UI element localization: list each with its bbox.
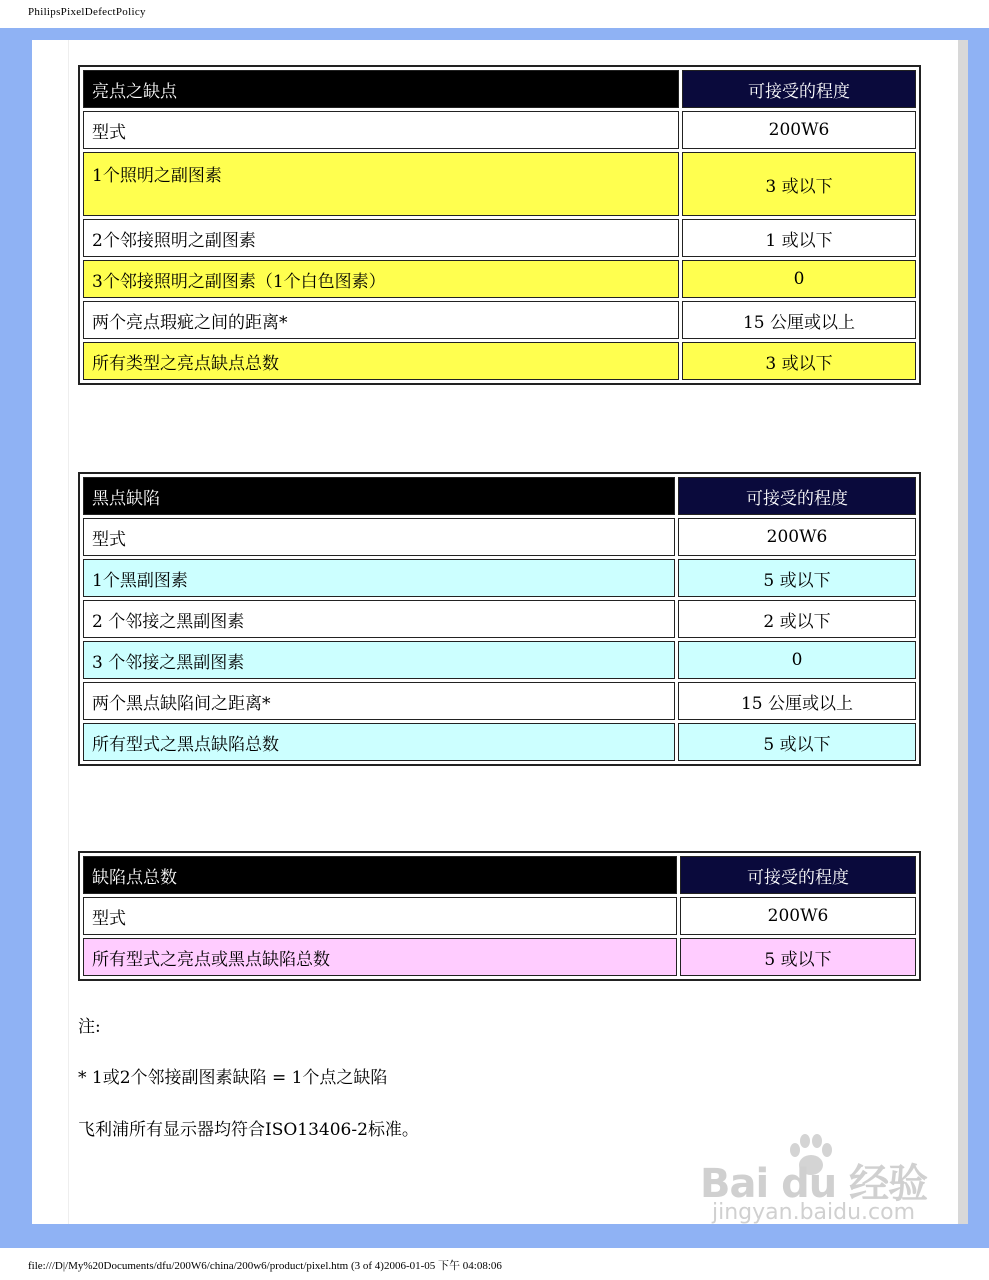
notes-footnote: * 1或2个邻接副图素缺陷 = 1个点之缺陷 [78, 1068, 388, 1088]
defect-label: 2个邻接照明之副图素 [83, 219, 679, 257]
baidu-watermark [700, 1132, 940, 1232]
table-row [83, 260, 916, 298]
header-defect-type: 缺陷点总数 [83, 856, 677, 894]
model-row [83, 518, 916, 556]
table-row [83, 723, 916, 761]
defect-value: 0 [682, 260, 916, 298]
table-row [83, 600, 916, 638]
watermark-url: jingyan.baidu.com [712, 1200, 916, 1225]
defect-label: 1个黑副图素 [83, 559, 675, 597]
table-header-row [83, 856, 916, 894]
defect-value: 5 或以下 [678, 723, 916, 761]
defect-label: 2 个邻接之黑副图素 [83, 600, 675, 638]
table-row [83, 938, 916, 976]
print-header: PhilipsPixelDefectPolicy [28, 6, 146, 18]
defect-value: 15 公厘或以上 [678, 682, 916, 720]
header-defect-type: 亮点之缺点 [83, 70, 679, 108]
table-header-row [83, 477, 916, 515]
model-value: 200W6 [678, 518, 916, 556]
model-row [83, 897, 916, 935]
table-row [83, 219, 916, 257]
defect-label: 3个邻接照明之副图素（1个白色图素） [83, 260, 679, 298]
print-footer: file:///D|/My%20Documents/dfu/200W6/china/200w6/product/pixel.htm (3 of 4)2006-01-05 下午 04:08:06 [28, 1260, 502, 1272]
table-row [83, 342, 916, 380]
notes-standard: 飞利浦所有显示器均符合ISO13406-2标准。 [78, 1120, 419, 1140]
right-scroll-strip [958, 40, 968, 1224]
bright-dot-defect-table [78, 65, 921, 385]
total-defect-table [78, 851, 921, 981]
defect-value: 3 或以下 [682, 152, 916, 216]
table-row [83, 559, 916, 597]
defect-value: 2 或以下 [678, 600, 916, 638]
model-value: 200W6 [682, 111, 916, 149]
header-acceptable-level: 可接受的程度 [682, 70, 916, 108]
table-row [83, 682, 916, 720]
defect-label: 两个黑点缺陷间之距离* [83, 682, 675, 720]
model-label: 型式 [83, 518, 675, 556]
table-row [83, 152, 916, 216]
defect-label: 两个亮点瑕疵之间的距离* [83, 301, 679, 339]
defect-label: 所有型式之亮点或黑点缺陷总数 [83, 938, 677, 976]
notes-label: 注: [78, 1017, 101, 1037]
header-acceptable-level: 可接受的程度 [678, 477, 916, 515]
model-label: 型式 [83, 111, 679, 149]
defect-label: 所有类型之亮点缺点总数 [83, 342, 679, 380]
model-label: 型式 [83, 897, 677, 935]
defect-label: 3 个邻接之黑副图素 [83, 641, 675, 679]
defect-value: 5 或以下 [678, 559, 916, 597]
table-row [83, 641, 916, 679]
left-margin-line [68, 40, 69, 1224]
defect-value: 15 公厘或以上 [682, 301, 916, 339]
defect-value: 0 [678, 641, 916, 679]
defect-value: 5 或以下 [680, 938, 916, 976]
defect-label: 1个照明之副图素 [83, 152, 679, 216]
model-row [83, 111, 916, 149]
model-value: 200W6 [680, 897, 916, 935]
defect-label: 所有型式之黑点缺陷总数 [83, 723, 675, 761]
defect-value: 3 或以下 [682, 342, 916, 380]
defect-value: 1 或以下 [682, 219, 916, 257]
watermark-brand: Bai du 经验 [700, 1161, 928, 1207]
header-defect-type: 黑点缺陷 [83, 477, 675, 515]
table-header-row [83, 70, 916, 108]
header-acceptable-level: 可接受的程度 [680, 856, 916, 894]
table-row [83, 301, 916, 339]
dark-dot-defect-table [78, 472, 921, 766]
